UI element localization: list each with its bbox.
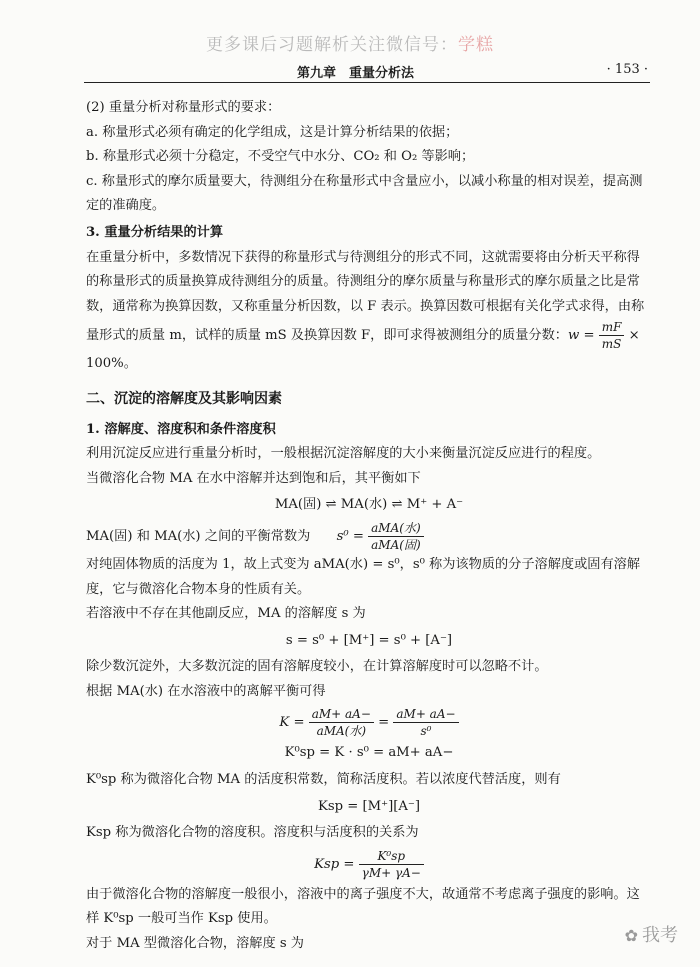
eq2-denominator: aMA(固) [371, 537, 421, 552]
paragraph-7: 根据 MA(水) 在水溶液中的离解平衡可得 [86, 683, 326, 699]
eq7-lhs: Ksp = [314, 856, 355, 872]
requirements-heading: (2) 重量分析对称量形式的要求： [86, 100, 281, 115]
watermark-text: 更多课后习题解析关注微信号： [206, 35, 458, 55]
running-head [84, 60, 650, 83]
dissociation-equation [86, 706, 652, 739]
page-body [86, 96, 652, 957]
paragraph-8: K⁰sp 称为微溶化合物 MA 的活度积常数，简称活度积。若以浓度代替活度，则有 [86, 772, 561, 788]
paragraph-1: 利用沉淀反应进行重量分析时，一般根据沉淀溶解度的大小来衡量沉淀反应进行的程度。 [86, 446, 601, 462]
section-heading: 二、沉淀的溶解度及其影响因素 [86, 390, 282, 407]
eq7-denominator: γM+ γA− [361, 865, 421, 880]
eq4-mid: = [378, 715, 390, 731]
wechat-icon: ✿ [624, 926, 638, 945]
eq4-fraction-2 [393, 706, 458, 739]
eq2-fraction [368, 520, 423, 553]
paragraph-4: 对纯固体物质的活度为 1，故上式变为 aMA(水) = s⁰，s⁰ 称为该物质的分子溶解度或固有溶解度，它与微溶化合物本身的性质有关。 [86, 556, 641, 597]
eq4-denominator-1: aMA(水) [316, 724, 367, 739]
eq2-numerator: aMA(水) [368, 520, 423, 537]
eq4-fraction-1 [309, 706, 374, 739]
eq4-numerator-2: aM+ aA− [393, 706, 458, 723]
requirement-c: c. 称量形式的摩尔质量要大，待测组分在称量形式中含量应小，以减小称量的相对误差，提高测定的准确度。 [86, 173, 643, 214]
activity-product-equation: K⁰sp = K · s⁰ = aM+ aA− [284, 745, 454, 761]
requirement-b: b. 称量形式必须十分稳定，不受空气中水分、CO₂ 和 O₂ 等影响； [86, 149, 475, 165]
requirement-a: a. 称量形式必须有确定的化学组成，这是计算分析结果的依据； [86, 124, 459, 140]
eq2-lhs: s⁰ = [336, 528, 364, 544]
eq7-fraction [359, 848, 424, 881]
equilibrium-equation: MA(固) ⇌ MA(水) ⇌ M⁺ + A⁻ [274, 497, 464, 513]
paragraph-6: 除少数沉淀外，大多数沉淀的固有溶解度较小，在计算溶解度时可以忽略不计。 [86, 659, 548, 675]
paragraph-10: 由于微溶化合物的溶解度一般很小，溶液中的离子强度不大，故通常不考虑离子强度的影响。这样 K⁰sp 一般可当作 Ksp 使用。 [86, 886, 640, 927]
eq4-denominator-2: s⁰ [420, 724, 432, 739]
paragraph-9: Ksp 称为微溶化合物的溶度积。溶度积与活度积的关系为 [86, 825, 419, 841]
calc-paragraph [86, 246, 652, 377]
formula-lhs: w = [567, 328, 595, 344]
paragraph-3 [86, 520, 652, 553]
formula-tail: × 100%。 [86, 328, 640, 372]
calc-heading: 3. 重量分析结果的计算 [86, 224, 224, 240]
relation-equation [86, 848, 652, 881]
solubility-product-equation: Ksp = [M⁺][A⁻] [317, 798, 421, 814]
paragraph-3-text: MA(固) 和 MA(水) 之间的平衡常数为 [86, 528, 311, 544]
watermark-bottom-text: 我考 [642, 925, 678, 946]
eq4-lhs: K = [279, 715, 305, 731]
mass-fraction-formula [599, 319, 625, 352]
formula-denominator: mS [601, 337, 622, 352]
eq4-numerator-1: aM+ aA− [309, 706, 374, 723]
calc-body: 在重量分析中，多数情况下获得的称量形式与待测组分的形式不同，这就需要将由分析天平称得的称量形式的质量换算成待测组分的质量。待测组分的摩尔质量与称量形式的摩尔质量之比是常数，通常称为换算因数，又称重量分析因数，以 F 表示。换算因数可根据有关化学式求得，由称量形式的质量 m，试样的质量 mS 及换算因数 F，即可求得被测组分的质量分数： [86, 249, 645, 344]
watermark-top [0, 30, 700, 55]
eq7-numerator: K⁰sp [359, 848, 424, 865]
solubility-equation: s = s⁰ + [M⁺] = s⁰ + [A⁻] [285, 632, 453, 648]
paragraph-2: 当微溶化合物 MA 在水中溶解并达到饱和后，其平衡如下 [86, 470, 421, 486]
formula-numerator: mF [599, 319, 625, 336]
paragraph-5: 若溶液中不存在其他副反应，MA 的溶解度 s 为 [86, 606, 366, 622]
watermark-bottom [625, 921, 678, 947]
page-number: · 153 · [606, 62, 648, 77]
chapter-title: 第九章 重量分析法 [297, 66, 415, 81]
subsection-heading: 1. 溶解度、溶度积和条件溶度积 [86, 421, 276, 437]
watermark-highlight: 学糕 [458, 35, 494, 55]
paragraph-11: 对于 MA 型微溶化合物，溶解度 s 为 [86, 936, 304, 952]
